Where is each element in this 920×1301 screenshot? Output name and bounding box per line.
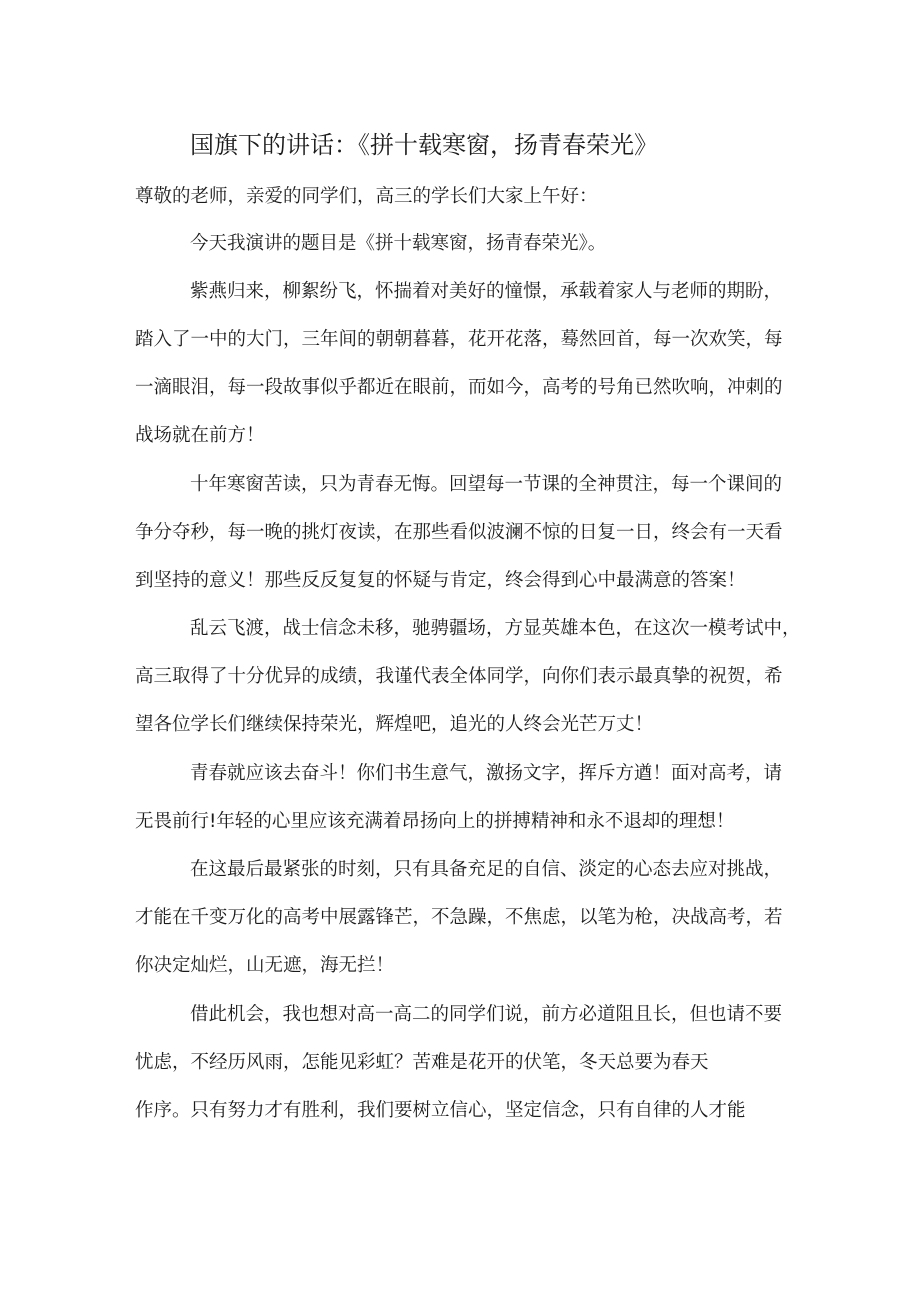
paragraph-line: 忧虑，不经历风雨，怎能见彩虹？苦难是花开的伏笔，冬天总要为春天 (135, 1052, 709, 1073)
paragraph-line: 你决定灿烂，山无遮，海无拦！ (135, 955, 395, 976)
paragraph-line: 一滴眼泪，每一段故事似乎都近在眼前，而如今，高考的号角已然吹响，冲刺的 (135, 377, 783, 398)
paragraph-line: 无畏前行!年轻的心里应该充满着昂扬向上的拼搏精神和永不退却的理想！ (135, 811, 735, 832)
paragraph-line: 在这最后最紧张的时刻，只有具备充足的自信、淡定的心态去应对挑战， (190, 859, 783, 880)
greeting-line: 尊敬的老师，亲爱的同学们，高三的学长们大家上午好： (135, 186, 598, 207)
paragraph-line: 踏入了一中的大门，三年间的朝朝暮暮，花开花落，蓦然回首，每一次欢笑，每 (135, 329, 783, 350)
paragraph-line: 十年寒窗苦读，只为青春无悔。回望每一节课的全神贯注，每一个课间的 (190, 474, 783, 495)
paragraph-line: 到坚持的意义！那些反反复复的怀疑与肯定，终会得到心中最满意的答案！ (135, 570, 746, 591)
paragraph-line: 作序。只有努力才有胜利，我们要树立信心，坚定信念，只有自律的人才能 (135, 1100, 746, 1121)
document-title: 国旗下的讲话：《拼十载寒窗，扬青春荣光》 (190, 131, 658, 159)
paragraph-line: 高三取得了十分优异的成绩，我谨代表全体同学，向你们表示最真挚的祝贺，希 (135, 666, 783, 687)
paragraph-line: 借此机会，我也想对高一高二的同学们说，前方必道阻且长，但也请不要 (190, 1004, 783, 1025)
paragraph-line: 才能在千变万化的高考中展露锋芒，不急躁，不焦虑，以笔为枪，决战高考，若 (135, 907, 783, 928)
paragraph-line: 望各位学长们继续保持荣光，辉煌吧，追光的人终会光芒万丈！ (135, 714, 654, 735)
paragraph-line: 青春就应该去奋斗！你们书生意气，激扬文字，挥斥方遒！面对高考，请 (190, 763, 783, 784)
paragraph-line: 争分夺秒，每一晚的挑灯夜读，在那些看似波澜不惊的日复一日，终会有一天看 (135, 522, 783, 543)
topic-line: 今天我演讲的题目是《拼十载寒窗，扬青春荣光》。 (190, 233, 607, 254)
paragraph-line: 战场就在前方！ (135, 425, 265, 446)
paragraph-line: 紫燕归来，柳絮纷飞，怀揣着对美好的憧憬，承载着家人与老师的期盼， (190, 281, 783, 302)
paragraph-line: 乱云飞渡，战士信念未移，驰骋疆场，方显英雄本色，在这次一模考试中， (190, 618, 801, 639)
